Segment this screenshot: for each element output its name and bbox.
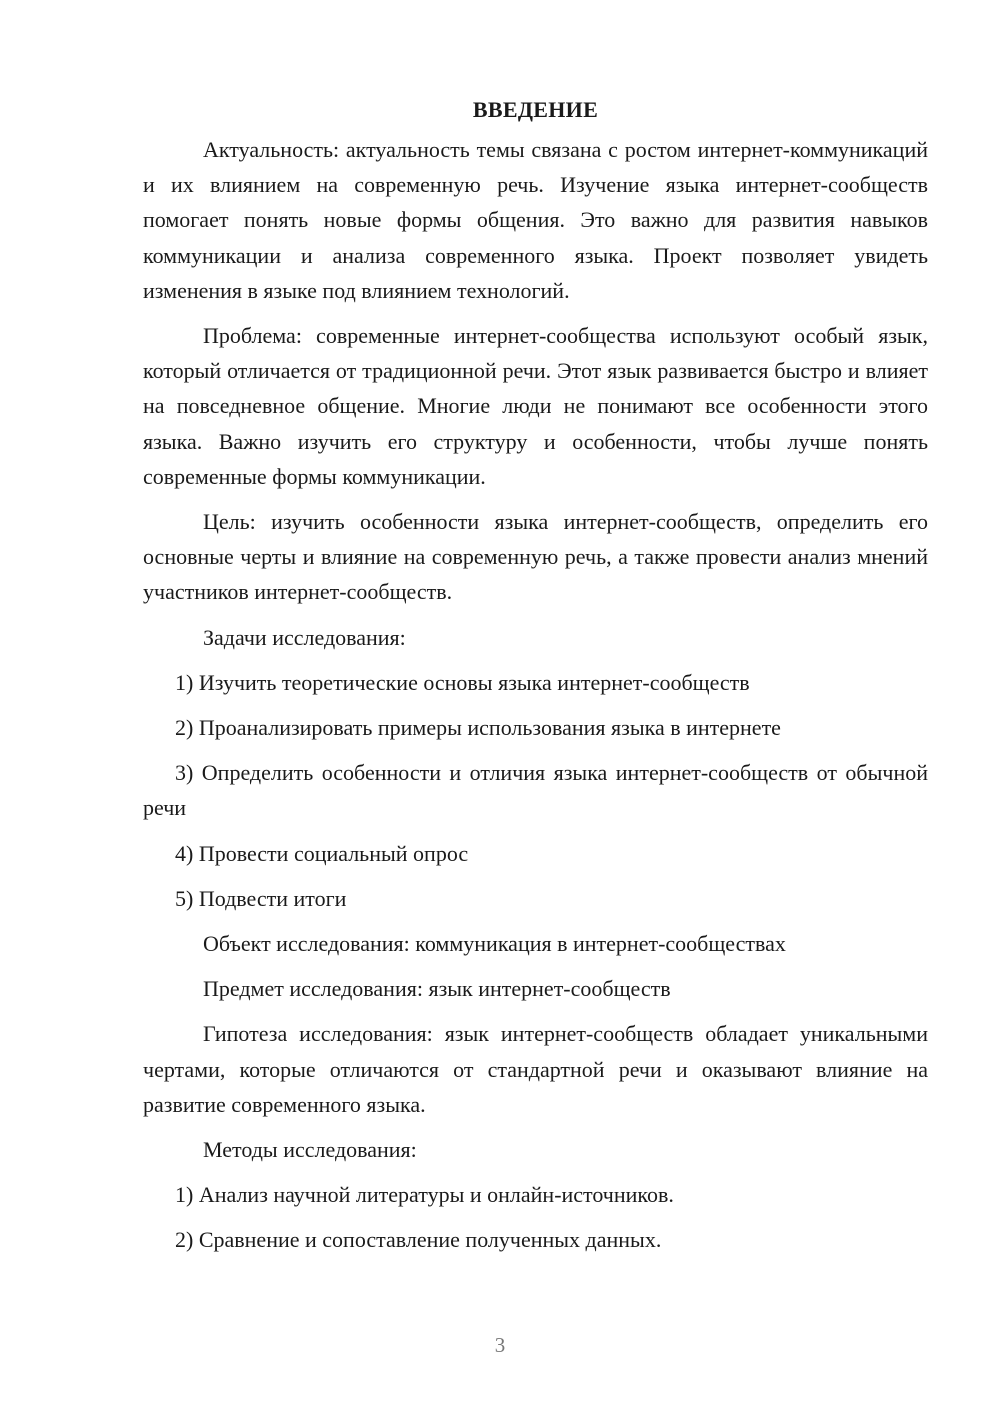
goal-paragraph: Цель: изучить особенности языка интернет-сообществ, определить его основные черты и влияние на современную речь, а также провести анализ мнений участников интернет-сообществ.: [143, 509, 928, 605]
problem-paragraph: Проблема: современные интернет-сообщества используют особый язык, который отличается от традиционной речи. Этот язык развивается быстро и влияет на повседневное общение. Многие люди не понимают все особенности этого языка. Важно изучить его структуру и особенности, чтобы лучше понять современные формы коммуникации.: [143, 323, 928, 489]
task-item-5: 5) Подвести итоги: [175, 885, 347, 911]
document-page: [143, 96, 928, 1268]
method-item-2: 2) Сравнение и сопоставление полученных данных.: [175, 1227, 662, 1253]
section-heading: ВВЕДЕНИЕ: [472, 97, 599, 122]
method-item-1: 1) Анализ научной литературы и онлайн-источников.: [175, 1182, 674, 1208]
research-subject: Предмет исследования: язык интернет-сообществ: [203, 976, 671, 1002]
methods-title: Методы исследования:: [203, 1137, 417, 1163]
relevance-paragraph: Актуальность: актуальность темы связана с ростом интернет-коммуникаций и их влиянием на современную речь. Изучение языка интернет-сообществ помогает понять новые формы общения. Это важно для развития навыков коммуникации и анализа современного языка. Проект позволяет увидеть изменения в языке под влиянием технологий.: [143, 137, 928, 303]
task-item-4: 4) Провести социальный опрос: [175, 840, 469, 866]
task-item-1: 1) Изучить теоретические основы языка интернет-сообществ: [175, 669, 750, 695]
task-item-2: 2) Проанализировать примеры использования языка в интернете: [175, 715, 781, 741]
page-number: 3: [494, 1333, 506, 1357]
research-object: Объект исследования: коммуникация в интернет-сообществах: [203, 931, 786, 957]
task-item-3: 3) Определить особенности и отличия языка интернет-сообществ от обычной речи: [143, 760, 928, 821]
hypothesis-paragraph: Гипотеза исследования: язык интернет-сообществ обладает уникальными чертами, которые отличаются от стандартной речи и оказывают влияние на развитие современного языка.: [143, 1021, 928, 1117]
tasks-title: Задачи исследования:: [203, 624, 406, 650]
